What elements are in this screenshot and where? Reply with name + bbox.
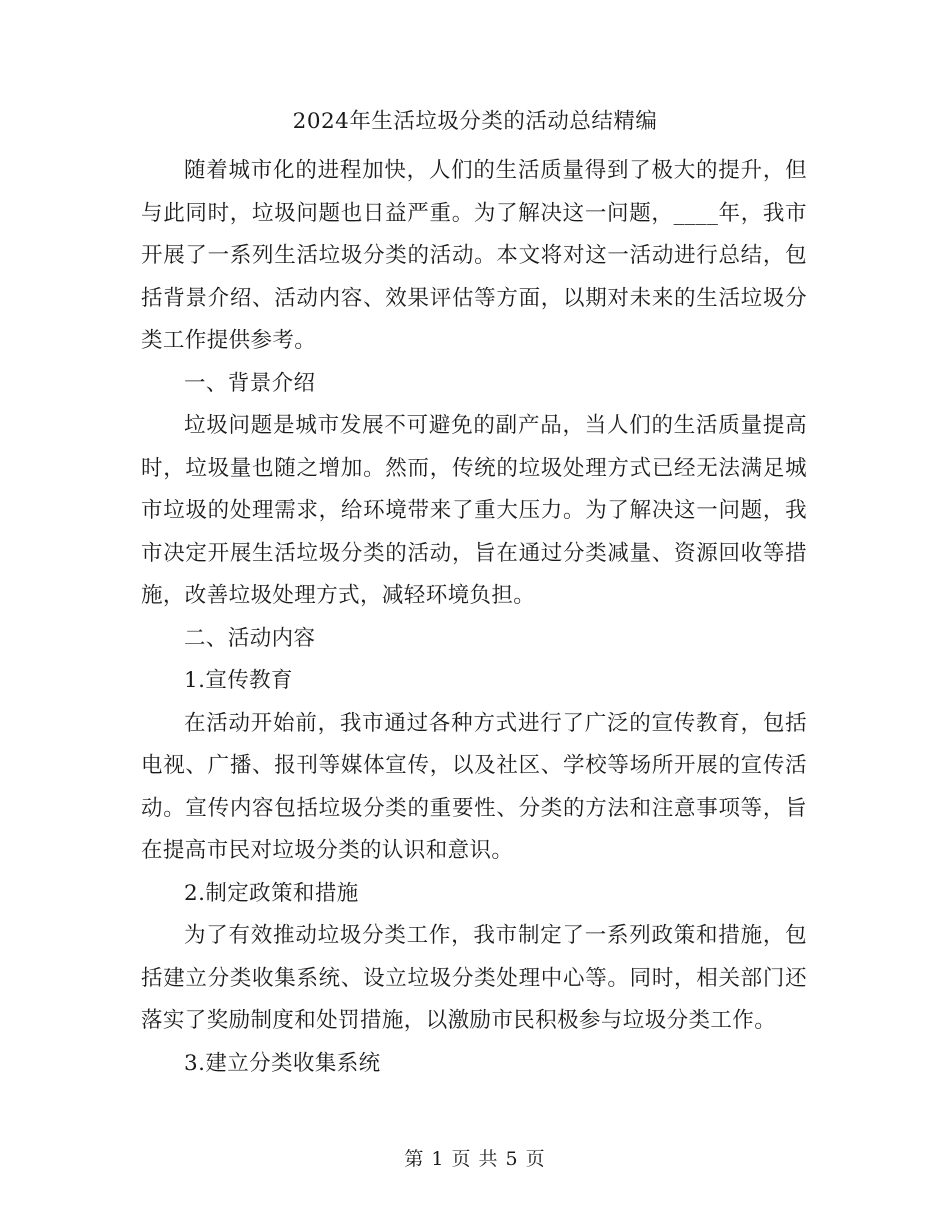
intro-paragraph: 随着城市化的进程加快，人们的生活质量得到了极大的提升，但与此同时，垃圾问题也日益严重。为了解决这一问题，____年，我市开展了一系列生活垃圾分类的活动。本文将对这一活动进行总结，包括背景介绍、活动内容、效果评估等方面，以期对未来的生活垃圾分类工作提供参考。 <box>141 158 807 353</box>
background-paragraph: 垃圾问题是城市发展不可避免的副产品，当人们的生活质量提高时，垃圾量也随之增加。然而，传统的垃圾处理方式已经无法满足城市垃圾的处理需求，给环境带来了重大压力。为了解决这一问题，我市决定开展生活垃圾分类的活动，旨在通过分类减量、资源回收等措施，改善垃圾处理方式，减轻环境负担。 <box>141 413 807 608</box>
section-heading-activity: 二、活动内容 <box>184 625 316 651</box>
subheading-policy: 2.制定政策和措施 <box>184 880 359 906</box>
document-title: 2024年生活垃圾分类的活动总结精编 <box>292 109 658 134</box>
subheading-publicity: 1.宣传教育 <box>184 668 293 693</box>
section-heading-background: 一、背景介绍 <box>184 370 316 396</box>
document-body <box>141 150 807 1085</box>
subheading-collection-system: 3.建立分类收集系统 <box>184 1050 381 1076</box>
page-footer: 第 1 页 共 5 页 <box>404 1148 546 1170</box>
policy-paragraph: 为了有效推动垃圾分类工作，我市制定了一系列政策和措施，包括建立分类收集系统、设立垃圾分类处理中心等。同时，相关部门还落实了奖励制度和处罚措施，以激励市民积极参与垃圾分类工作。 <box>141 923 807 1033</box>
publicity-paragraph: 在活动开始前，我市通过各种方式进行了广泛的宣传教育，包括电视、广播、报刊等媒体宣传，以及社区、学校等场所开展的宣传活动。宣传内容包括垃圾分类的重要性、分类的方法和注意事项等，旨在提高市民对垃圾分类的认识和意识。 <box>141 710 807 863</box>
